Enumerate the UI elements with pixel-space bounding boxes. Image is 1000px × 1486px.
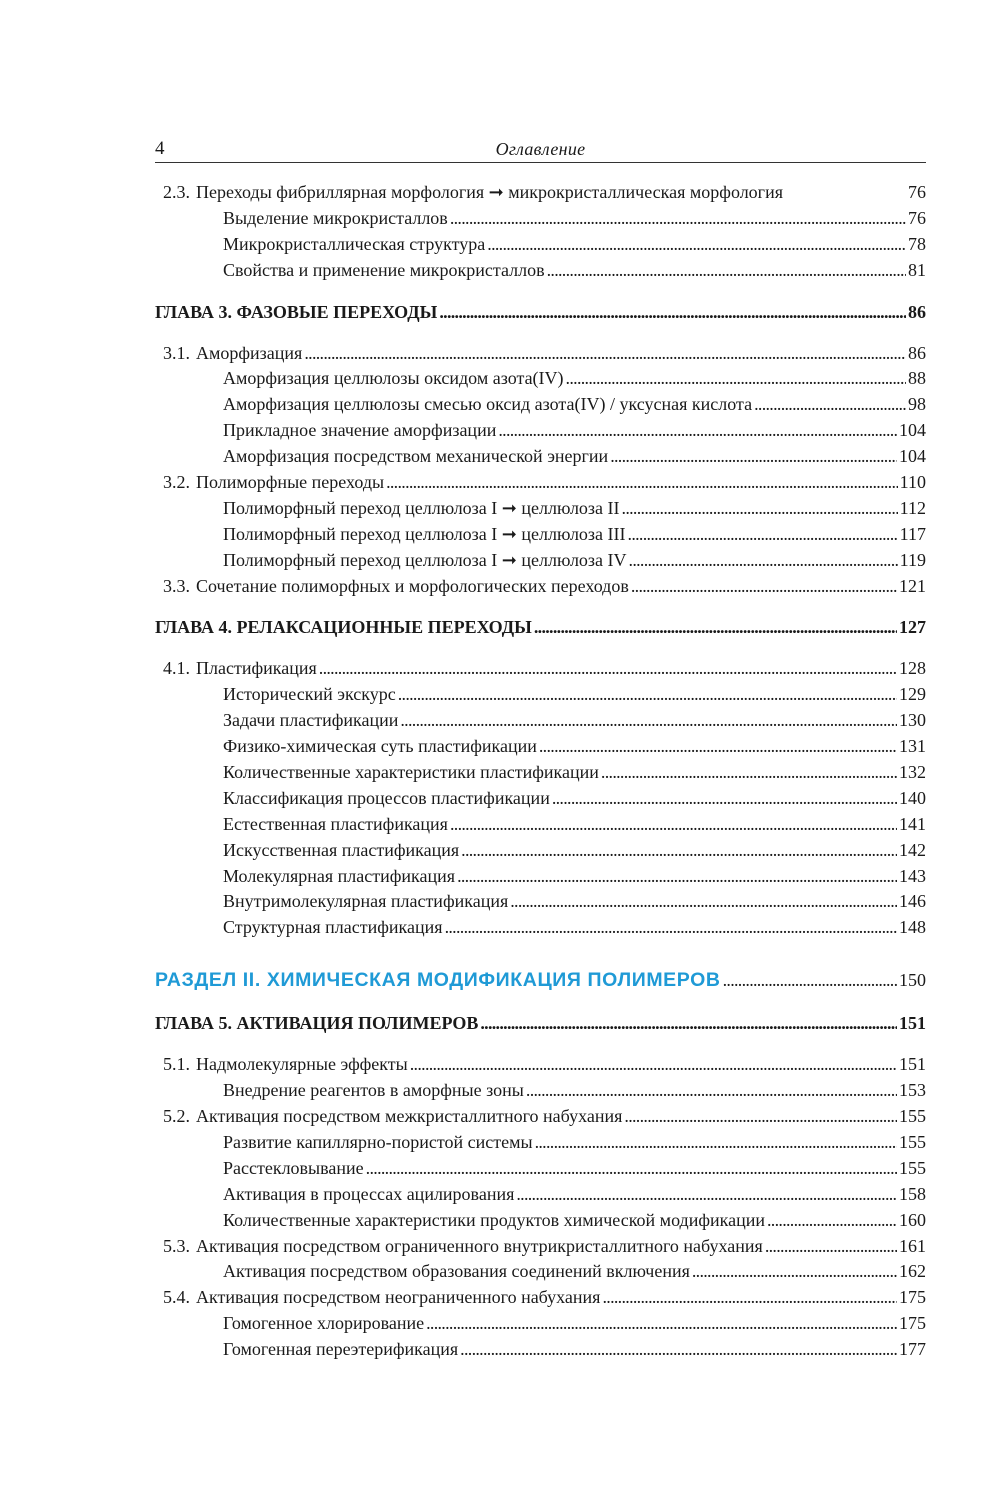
dot-leader [410,1052,897,1078]
section-number: 5.4. [163,1287,190,1308]
entry-title: Количественные характеристики продуктов химической модификации [223,1209,765,1230]
entry-page-number: 76 [908,207,926,228]
entry-title: Расстекловывание [223,1157,364,1178]
entry-title: Полиморфный переход целлюлоза I ➞ целлюлоза II [223,497,620,518]
entry-page-number: 110 [899,472,926,493]
entry-page-number: 153 [899,1080,926,1101]
table-of-contents [155,180,926,1363]
spacer [155,642,926,656]
spacer [155,1038,926,1052]
entry-page-number: 148 [899,917,926,938]
entry-page-number: 140 [899,787,926,808]
dot-leader [487,232,906,258]
section-number: 5.1. [163,1054,190,1075]
entry-title: Активация посредством межкристаллитного набухания [196,1106,623,1127]
dot-leader [516,1182,897,1208]
entry-page-number: 158 [899,1183,926,1204]
subsection-entry[interactable] [155,418,926,444]
entry-page-number: 142 [899,839,926,860]
dot-leader [767,1208,897,1234]
entry-page-number: 112 [899,497,926,518]
entry-page-number: 151 [899,1054,926,1075]
dot-leader [498,418,897,444]
section-entry[interactable] [155,1234,926,1260]
dot-leader [400,708,897,734]
spacer [155,941,926,965]
entry-title: Аморфизация целлюлозы оксидом азота(IV) [223,368,564,389]
dot-leader [480,1011,897,1037]
entry-title: Исторический экскурс [223,684,396,705]
subsection-entry[interactable] [155,1078,926,1104]
dot-leader [386,470,898,496]
subsection-entry[interactable] [155,522,926,548]
dot-leader [723,965,897,995]
chapter-entry[interactable] [155,615,926,642]
dot-leader [547,258,906,284]
entry-page-number: 128 [899,658,926,679]
section-entry[interactable] [155,470,926,496]
subsection-entry[interactable] [155,734,926,760]
entry-title: Аморфизация целлюлозы смесью оксид азота(IV) / уксусная кислота [223,394,753,415]
dot-leader [319,656,897,682]
entry-title: Активация посредством ограниченного внутрикристаллитного набухания [196,1235,763,1256]
entry-title: Внутримолекулярная пластификация [223,891,509,912]
section-entry[interactable] [155,1104,926,1130]
dot-leader [631,574,897,600]
subsection-entry[interactable] [155,760,926,786]
entry-page-number: 146 [899,891,926,912]
section-entry[interactable] [155,1052,926,1078]
dot-leader [398,682,897,708]
subsection-entry[interactable] [155,366,926,392]
subsection-entry[interactable] [155,812,926,838]
entry-title: Активация посредством образования соединений включения [223,1261,690,1282]
subsection-entry[interactable] [155,232,926,258]
dot-leader [526,1078,897,1104]
dot-leader [629,548,898,574]
subsection-entry[interactable] [155,1208,926,1234]
entry-page-number: 119 [899,549,926,570]
entry-page-number: 88 [908,368,926,389]
part-entry[interactable] [155,965,926,995]
entry-page-number: 175 [899,1287,926,1308]
entry-title: Сочетание полиморфных и морфологических переходов [196,575,629,596]
subsection-entry[interactable] [155,444,926,470]
entry-page-number: 121 [899,575,926,596]
section-number: 2.3. [163,182,190,202]
entry-page-number: 76 [908,182,926,202]
entry-title: Надмолекулярные эффекты [196,1054,408,1075]
entry-page-number: 78 [908,233,926,254]
entry-page-number: 177 [899,1339,926,1360]
subsection-entry[interactable] [155,889,926,915]
entry-page-number: 141 [899,813,926,834]
subsection-entry[interactable] [155,708,926,734]
entry-title: Физико-химическая суть пластификации [223,736,537,757]
entry-title: Активация в процессах ацилирования [223,1183,515,1204]
dot-leader [534,615,897,641]
entry-page-number: 129 [899,684,926,705]
subsection-entry[interactable] [155,915,926,941]
entry-title: Естественная пластификация [223,813,448,834]
subsection-entry[interactable] [155,1182,926,1208]
entry-title: Искусственная пластификация [223,839,460,860]
subsection-entry[interactable] [155,786,926,812]
entry-title: Аморфизация [196,342,303,363]
dot-leader [461,838,897,864]
entry-title: Гомогенная переэтерификация [223,1339,459,1360]
entry-title: Аморфизация посредством механической энергии [223,446,609,467]
chapter-entry[interactable] [155,1011,926,1038]
entry-page-number: 127 [899,617,926,638]
entry-title: Полиморфный переход целлюлоза I ➞ целлюлоза IV [223,549,627,570]
entry-page-number: 81 [908,259,926,280]
dot-leader [460,1337,897,1363]
dot-leader [439,300,906,326]
entry-title: Гомогенное хлорирование [223,1313,425,1334]
entry-title: Прикладное значение аморфизации [223,420,497,441]
entry-page-number: 132 [899,762,926,783]
entry-page-number: 150 [899,970,926,991]
section-number: 3.2. [163,472,190,493]
entry-title: Активация посредством неограниченного набухания [196,1287,601,1308]
dot-leader [601,760,897,786]
subsection-entry[interactable] [155,258,926,284]
entry-page-number: 104 [899,446,926,467]
entry-page-number: 175 [899,1313,926,1334]
subsection-entry[interactable] [155,206,926,232]
entry-title: Внедрение реагентов в аморфные зоны [223,1080,524,1101]
section-entry[interactable] [155,656,926,682]
entry-title: Количественные характеристики пластификации [223,762,599,783]
entry-page-number: 86 [908,342,926,363]
subsection-entry[interactable] [155,1311,926,1337]
entry-title: ГЛАВА 4. РЕЛАКСАЦИОННЫЕ ПЕРЕХОДЫ [155,617,532,638]
dot-leader [566,366,906,392]
section-entry[interactable] [155,180,926,206]
spacer [155,599,926,615]
section-entry[interactable] [155,1285,926,1311]
subsection-entry[interactable] [155,1337,926,1363]
dot-leader [457,864,897,890]
entry-page-number: 143 [899,865,926,886]
section-number: 3.1. [163,342,190,363]
running-header [155,138,926,163]
entry-title: Пластификация [196,658,317,679]
dot-leader [450,812,897,838]
entry-page-number: 104 [899,420,926,441]
section-number: 4.1. [163,658,190,679]
entry-title: Полиморфные переходы [196,472,385,493]
entry-title: РАЗДЕЛ II. ХИМИЧЕСКАЯ МОДИФИКАЦИЯ ПОЛИМЕРОВ [155,969,721,992]
dot-leader [450,206,906,232]
section-number: 3.3. [163,575,190,596]
entry-page-number: 98 [908,394,926,415]
entry-page-number: 160 [899,1209,926,1230]
subsection-entry[interactable] [155,1156,926,1182]
entry-page-number: 130 [899,710,926,731]
spacer [155,284,926,300]
entry-title: ГЛАВА 3. ФАЗОВЫЕ ПЕРЕХОДЫ [155,301,438,322]
entry-title: Развитие капиллярно-пористой системы [223,1131,533,1152]
section-entry[interactable] [155,574,926,600]
entry-title: Молекулярная пластификация [223,865,456,886]
dot-leader [622,496,898,522]
running-title: Оглавление [495,139,586,159]
entry-page-number: 162 [899,1261,926,1282]
entry-page-number: 155 [899,1106,926,1127]
dot-leader [426,1311,897,1337]
entry-title: Полиморфный переход целлюлоза I ➞ целлюлоза III [223,523,626,544]
entry-title: ГЛАВА 5. АКТИВАЦИЯ ПОЛИМЕРОВ [155,1013,479,1034]
subsection-entry[interactable] [155,682,926,708]
dot-leader [624,1104,897,1130]
entry-title: Классификация процессов пластификации [223,787,550,808]
subsection-entry[interactable] [155,838,926,864]
dot-leader [602,1285,897,1311]
spacer [155,995,926,1011]
section-number: 5.2. [163,1106,190,1127]
entry-page-number: 155 [899,1157,926,1178]
toc-page [155,138,926,1363]
dot-leader [535,1130,897,1156]
dot-leader [510,889,897,915]
entry-page-number: 161 [899,1235,926,1256]
subsection-entry[interactable] [155,392,926,418]
entry-page-number: 117 [899,523,926,544]
entry-title: Структурная пластификация [223,917,443,938]
page-number: 4 [155,138,165,159]
dot-leader [628,522,898,548]
entry-page-number: 86 [908,301,926,322]
entry-title: Задачи пластификации [223,710,399,731]
spacer [155,327,926,341]
section-entry[interactable] [155,341,926,367]
entry-page-number: 151 [899,1013,926,1034]
subsection-entry[interactable] [155,496,926,522]
dot-leader [610,444,897,470]
entry-title: Выделение микрокристаллов [223,207,448,228]
chapter-entry[interactable] [155,300,926,327]
entry-page-number: 131 [899,736,926,757]
subsection-entry[interactable] [155,548,926,574]
dot-leader [692,1259,897,1285]
subsection-entry[interactable] [155,1259,926,1285]
dot-leader [765,1234,897,1260]
dot-leader [552,786,897,812]
section-number: 5.3. [163,1235,190,1256]
subsection-entry[interactable] [155,864,926,890]
subsection-entry[interactable] [155,1130,926,1156]
dot-leader [539,734,897,760]
entry-title: Свойства и применение микрокристаллов [223,259,545,280]
dot-leader [304,341,906,367]
dot-leader [754,392,906,418]
entry-page-number: 155 [899,1131,926,1152]
dot-leader [366,1156,897,1182]
entry-title: Микрокристаллическая структура [223,233,486,254]
dot-leader [445,915,897,941]
entry-title: Переходы фибриллярная морфология ➞ микрокристаллическая морфология [196,182,783,202]
